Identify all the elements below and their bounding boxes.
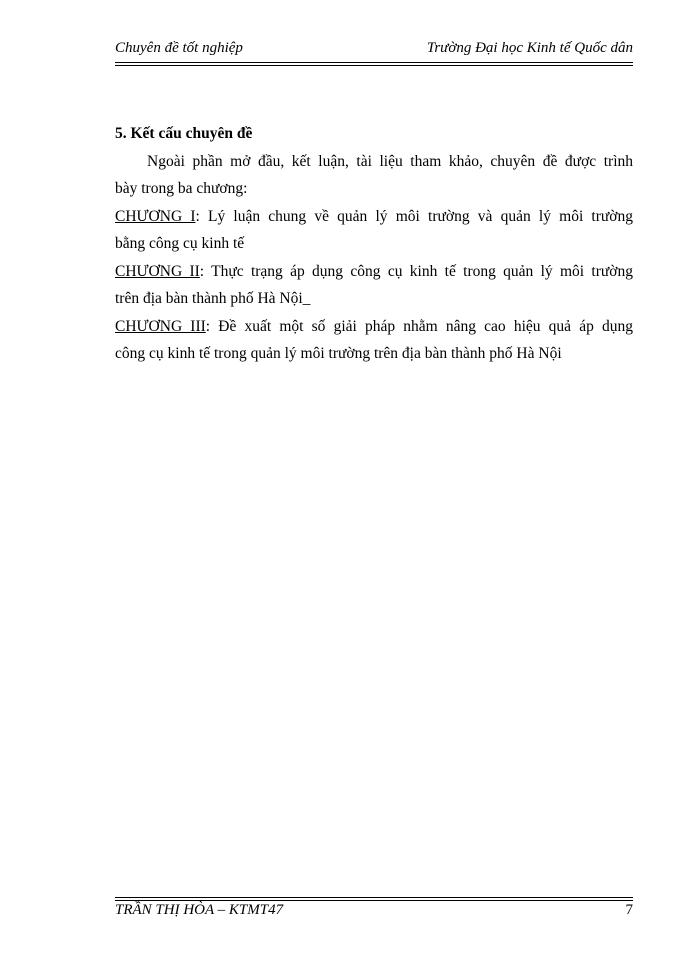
section-title: 5. Kết cấu chuyên đề [115, 125, 253, 142]
footer-rule-top [115, 897, 633, 898]
document-body [115, 120, 633, 368]
footer-author: TRẦN THỊ HÒA – KTMT47 [115, 902, 284, 918]
intro-line-2: bày trong ba chương: [115, 180, 248, 197]
header-document-type: Chuyên đề tốt nghiệp [115, 40, 243, 56]
chapter-2-line-2: trên địa bàn thành phố Hà Nội_ [115, 290, 311, 307]
intro-line-1: Ngoài phần mở đầu, kết luận, tài liệu tham khảo, chuyên đề được trình [147, 152, 633, 170]
chapter-1-title-part1: : Lý luận chung về quản lý môi trường và quản lý môi trường [195, 207, 634, 225]
chapter-3-line-2: công cụ kinh tế trong quản lý môi trường trên địa bàn thành phố Hà Nội [115, 345, 562, 362]
chapter-1-label: CHƯƠNG I [115, 207, 196, 225]
chapter-3 [115, 313, 633, 368]
chapter-1-line-1 [115, 203, 633, 231]
chapter-3-title-part1: : Đề xuất một số giải pháp nhằm nâng cao hiệu quả áp dụng [205, 317, 634, 335]
chapter-2-line-1 [115, 258, 633, 286]
chapter-1 [115, 203, 633, 258]
intro-paragraph [115, 148, 633, 203]
chapter-2 [115, 258, 633, 313]
header-university: Trường Đại học Kinh tế Quốc dân [426, 40, 633, 56]
header-rule [115, 65, 633, 66]
chapter-2-title-part1: : Thực trạng áp dụng công cụ kinh tế trong quản lý môi trường [199, 262, 633, 280]
page-number: 7 [625, 902, 633, 918]
chapter-1-line-2: bằng công cụ kinh tế [115, 235, 245, 252]
chapter-2-label: CHƯƠNG II [115, 262, 200, 280]
chapter-3-label: CHƯƠNG III [115, 317, 206, 335]
page-header [115, 40, 633, 63]
footer-rule-bottom [115, 900, 633, 901]
chapter-3-line-1 [115, 313, 633, 341]
